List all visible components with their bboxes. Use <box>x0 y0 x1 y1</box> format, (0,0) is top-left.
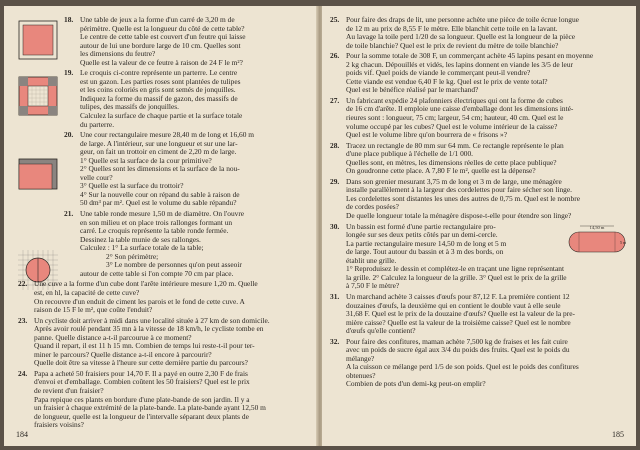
problem-line: carré. Le croquis représente la table ronde fermée. <box>80 227 229 236</box>
problem-line: raison de 15 F le m², que coûte l'enduit? <box>34 306 153 315</box>
problem-number: 29. <box>330 176 340 186</box>
problem-line: mière caisse? Quelle est la valeur de la troisième caisse? Quel est le nombre <box>346 318 571 327</box>
problem-number: 23. <box>18 315 28 325</box>
problem-line: Pour la somme totale de 308 F, un commerçant achète 45 lapins pesant en moyenne <box>346 52 594 61</box>
problem-18 <box>64 16 308 67</box>
problem-line: 3° Quelle est la surface du trottoir? <box>80 182 184 191</box>
problem-line: Une cuve a la forme d'un cube dont l'arête intérieure mesure 1,20 m. Quelle <box>34 280 258 289</box>
problem-line: la grille. 2° Calculez la longueur de la grille. 3° Quel est le prix de la grille <box>346 273 567 282</box>
problem-number: 27. <box>330 95 340 105</box>
problem-line: de revient d'un fraisier? <box>34 386 104 395</box>
problem-line: poids vif. Quel poids de viande le commerçant peut-il vendre? <box>346 69 531 78</box>
problem-line: 1° Quelle est la surface de la cour primitive? <box>80 156 212 165</box>
problem-line: du parterre. <box>80 120 115 129</box>
problem-line: volume occupé par les cubes? Quel est le volume intérieur de la caisse? <box>346 122 558 131</box>
problem-line: les dimensions du feutre? <box>80 50 156 59</box>
problem-line: de large. A l'intérieur, sur une longueur et sur une lar- <box>80 139 238 148</box>
problem-line: installe parallèlement à la largeur des cordelettes pour faire sécher son linge. <box>346 186 573 195</box>
problem-line: 1° Reproduisez le dessin et complétez-le en traçant une ligne représentant <box>346 265 565 274</box>
problem-26 <box>330 52 628 95</box>
figure-basin <box>566 223 628 255</box>
problem-line: Calculez : 1° La surface totale de la table; <box>80 244 204 253</box>
problem-number: 30. <box>330 221 340 231</box>
page-number-right: 185 <box>612 430 624 439</box>
problem-25 <box>330 16 628 50</box>
problem-line: de large. Tout autour du bassin et à 3 m des bords, on <box>346 248 504 257</box>
basin-length-label: 14,50 m <box>589 224 605 230</box>
problem-line: de 12 m au prix de 8,55 F le mètre. Elle blanchit cette toile en la lavant. <box>346 24 558 33</box>
problem-line: Un cycliste doit arriver à midi dans une localité située à 27 km de son domicile. <box>34 316 270 325</box>
problem-line: de 16 cm d'arête. Il emploie une caisse d'emballage dont les dimensions inté- <box>346 105 574 114</box>
problem-line: De quelle longueur totale la ménagère dispose-t-elle pour étendre son linge? <box>346 212 572 221</box>
problem-line: Quel est le bénéfice réalisé par le marchand? <box>346 86 479 95</box>
problem-line: Quel est le volume libre qu'on bourrera de « frisons »? <box>346 131 508 140</box>
problem-line: d'œufs qu'elle contient? <box>346 327 416 336</box>
problem-line: Dans son grenier mesurant 3,75 m de long et 3 m de large, une ménagère <box>346 177 562 186</box>
problem-28 <box>330 142 628 176</box>
problem-line: est un gazon. Les parties roses sont plantées de tulipes <box>80 77 241 86</box>
problem-line: de longueur, quelle est la longueur de l'intervalle séparant deux plants de <box>34 412 249 421</box>
problem-line: Quelle doit être sa vitesse à l'heure sur cette dernière partie du parcours? <box>34 359 248 368</box>
problem-21 <box>64 210 308 278</box>
problem-line: Indiquez la forme du massif de gazon, des massifs de <box>80 94 238 103</box>
problem-line: d'envoi et d'emballage. Combien coûtent les 50 fraisiers? Quel est le prix <box>34 378 250 387</box>
problem-line: Pour faire des confitures, maman achète 7,500 kg de fraises et les fait cuire <box>346 337 568 346</box>
problem-line: et les coins coloriés en gris sont semés de jonquilles. <box>80 86 236 95</box>
problem-line: On recouvre d'un enduit de ciment les parois et le fond de cette cuve. A <box>34 297 245 306</box>
problem-number: 25. <box>330 15 340 24</box>
problem-line: Au lavage la toile perd 1/20 de sa longueur. Quelle est la longueur de la pièce <box>346 33 576 42</box>
problem-line: Tracez un rectangle de 80 mm sur 64 mm. Ce rectangle représente le plan <box>346 141 564 150</box>
problem-line: 2° Quelles sont les dimensions et la surface de la nou- <box>80 165 240 174</box>
problem-line: Pour faire des draps de lit, une personne achète une pièce de toile écrue longue <box>346 16 579 24</box>
problem-line: établit une grille. <box>346 256 397 265</box>
problem-line: La partie rectangulaire mesure 14,50 m de long et 5 m <box>346 239 507 248</box>
basin-width-label: 5 m <box>620 239 627 245</box>
problem-number: 24. <box>18 368 28 378</box>
problem-27 <box>330 97 628 140</box>
problem-line: Une table de jeux a la forme d'un carré de 3,20 m de <box>80 16 235 24</box>
problem-31 <box>330 293 628 336</box>
problem-number: 26. <box>330 51 340 61</box>
right-page <box>322 6 636 446</box>
problem-24 <box>18 370 308 430</box>
problem-line: Le centre de cette table est couvert d'un feutre qui laisse <box>80 33 246 42</box>
problem-line: Quand il repart, il est 11 h 15 mn. Combien de temps lui reste-t-il pour ter- <box>34 342 255 351</box>
problem-line: 2° Son périmètre; <box>106 252 159 261</box>
problem-line: Papa repique ces plants en bordure d'une plate-bande de son jardin. Il y a <box>34 395 250 404</box>
problem-line: 4° Sur la nouvelle cour on répand du sable à raison de <box>80 190 240 199</box>
problem-line: Une cour rectangulaire mesure 28,40 m de long et 16,60 m <box>80 131 255 140</box>
problem-line: de toile blanchie? Quel est le prix de revient du mètre de toile blanchie? <box>346 41 559 50</box>
problem-22 <box>18 280 308 314</box>
problem-number: 31. <box>330 291 340 301</box>
problem-line: autour de cette table si l'on compte 70 cm par place. <box>80 269 234 278</box>
problem-30 <box>330 223 628 291</box>
problem-23 <box>18 317 308 368</box>
problem-line: Un fabricant expédie 24 plafonniers électriques qui ont la forme de cubes <box>346 96 563 105</box>
problem-number: 28. <box>330 140 340 150</box>
problem-line: Les cordelettes sont distantes les unes des autres de 0,75 m. Quel est le nombre <box>346 194 580 203</box>
problem-line: Quelles sont, en mètres, les dimensions réelles de cette place publique? <box>346 158 557 167</box>
problem-line: A la cuisson ce mélange perd 1/5 de son poids. Quel est le poids des confitures <box>346 363 579 372</box>
problem-line: en son milieu et on place trois rallonges formant un <box>80 218 233 227</box>
problem-line: Papa a acheté 50 fraisiers pour 14,70 F. Il a payé en outre 2,30 F de frais <box>34 369 248 378</box>
problem-line: autour de lui une bordure large de 10 cm. Quelles sont <box>80 41 241 50</box>
problem-line: mélange? <box>346 354 375 363</box>
left-column <box>18 16 308 432</box>
problem-line: panne. Quelle distance a-t-il parcourue à ce moment? <box>34 333 192 342</box>
problem-line: Une table ronde mesure 1,50 m de diamètre. On l'ouvre <box>80 210 245 219</box>
left-page <box>4 6 318 446</box>
problem-line: Un bassin est formé d'une partie rectangulaire pro- <box>346 222 496 231</box>
problem-line: Un marchand achète 3 caisses d'œufs pour 87,12 F. La première contient 12 <box>346 292 570 301</box>
problem-line: Calculez la surface de chaque partie et la surface totale <box>80 112 243 121</box>
problem-line: geur, on fait un trottoir en ciment de 2,20 m de large. <box>80 148 237 157</box>
problem-number: 19. <box>64 68 74 78</box>
problem-line: Après avoir roulé pendant 35 mn à la vitesse de 18 km/h, le cycliste tombe en <box>34 325 264 334</box>
problem-line: miner le parcours? Quelle distance a-t-il encore à parcourir? <box>34 350 212 359</box>
page-number-left: 184 <box>16 430 28 439</box>
problem-line: est, en hl, la capacité de cette cuve? <box>34 288 140 297</box>
problem-line: 50 dm³ par m². Quel est le volume du sable répandu? <box>80 199 237 208</box>
problem-19 <box>64 69 308 129</box>
problem-line: Le croquis ci-contre représente un parterre. Le centre <box>80 69 238 78</box>
problem-line: à 7,50 F le mètre? <box>346 282 400 291</box>
problem-line: Combien de pots d'un demi-kg peut-on emplir? <box>346 380 486 389</box>
problem-line: de cordes posées? <box>346 203 399 212</box>
problem-line: tulipes, des massifs de jonquilles. <box>80 103 179 112</box>
problem-number: 22. <box>18 279 28 289</box>
problem-line: rieures sont : longueur, 75 cm; largeur, 54 cm; hauteur, 40 cm. Quel est le <box>346 114 564 123</box>
problem-line: velle cour? <box>80 173 113 182</box>
problem-20 <box>64 131 308 208</box>
problem-line: fraisiers voisins? <box>34 421 84 430</box>
problem-number: 32. <box>330 336 340 346</box>
problem-line: Dessinez la table munie de ses rallonges. <box>80 235 201 244</box>
problem-number: 20. <box>64 130 74 140</box>
problem-line: Quelle est la valeur de ce feutre à raison de 24 F le m²? <box>80 58 243 67</box>
problem-29 <box>330 178 628 221</box>
problem-line: périmètre. Quelle est la longueur du côté de cette table? <box>80 24 245 33</box>
problem-32 <box>330 338 628 389</box>
right-column <box>330 16 628 391</box>
problem-line: un fraisier à chaque extrémité de la plate-bande. La plate-bande ayant 12,50 m <box>34 404 266 413</box>
problem-line: avec un poids de sucre égal aux 3/4 du poids des fruits. Quel est le poids du <box>346 346 570 355</box>
problem-number: 21. <box>64 209 74 219</box>
problem-line: Cette viande est vendue 6,40 F le kg. Quel est le prix de vente total? <box>346 77 548 86</box>
problem-line: On goudronne cette place. A 7,80 F le m², quelle est la dépense? <box>346 167 536 176</box>
problem-line: 2 kg chacun. Dépouillés et vidés, les lapins donnent en viande les 3/5 de leur <box>346 60 573 69</box>
problem-line: obtenues? <box>346 371 376 380</box>
problem-line: douzaines d'œufs, la deuxième qui en contient le double vaut à elle seule <box>346 301 561 310</box>
problem-line: 31,68 F. Quel est le prix de la douzaine d'œufs? Quelle est la valeur de la pre- <box>346 310 575 319</box>
problem-number: 18. <box>64 15 74 24</box>
problem-line: 3° Le nombre de personnes qu'on peut asseoir <box>106 261 242 270</box>
problem-line: longée sur ses deux petits côtés par un demi-cercle. <box>346 231 498 240</box>
problem-line: d'une place publique à l'échelle de 1/1 000. <box>346 150 474 159</box>
